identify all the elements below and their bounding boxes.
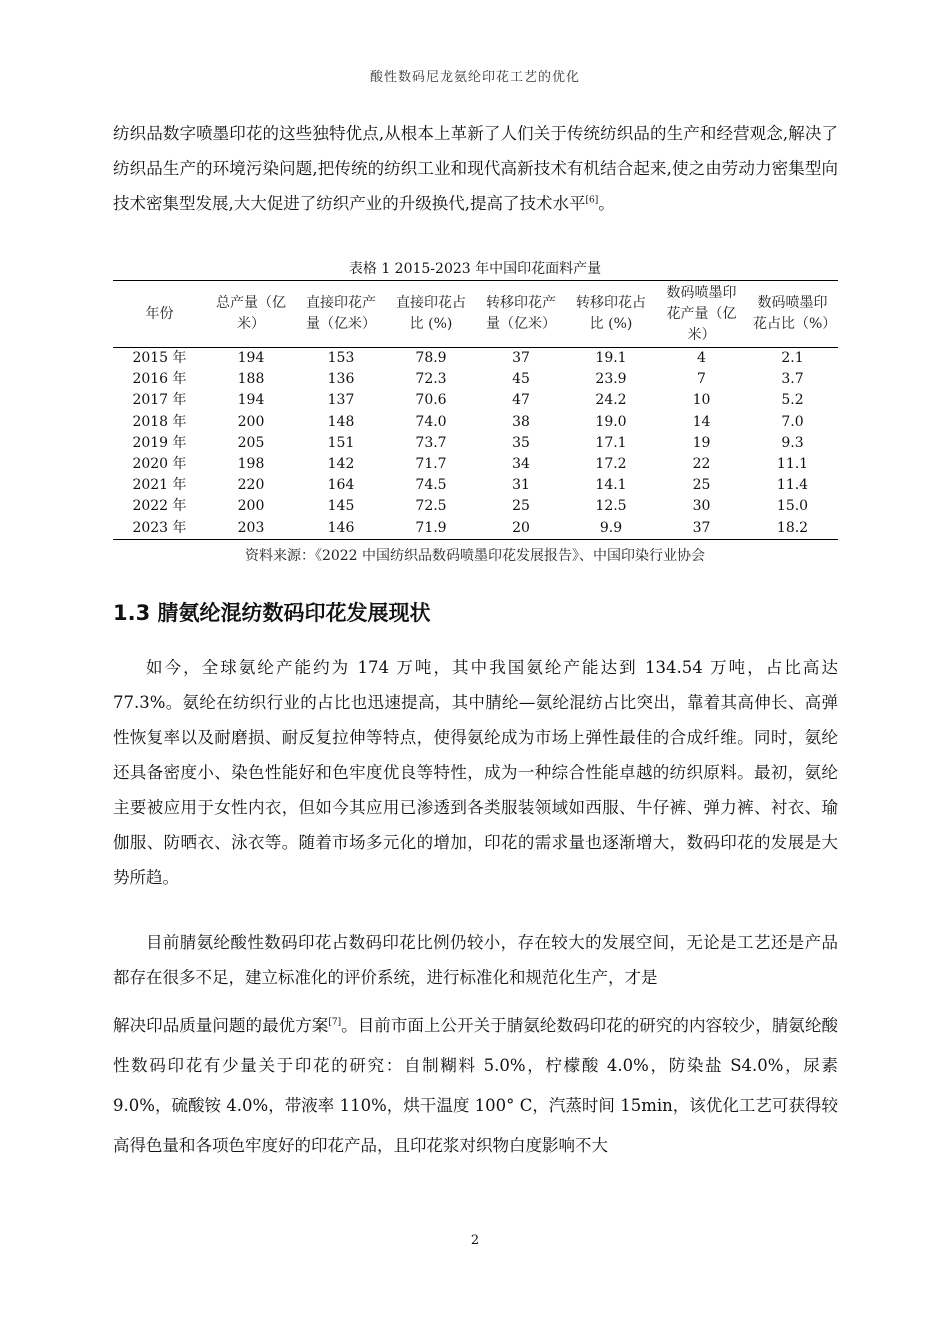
table-cell: 200 [237,413,265,430]
table-cell: 136 [327,371,355,388]
intro-paragraph [113,116,838,221]
table-source: 资料来源：《2022 中国纺织品数码喷墨印花发展报告》、中国印染行业协会 [244,548,706,564]
table-row [113,454,838,475]
table-cell: 15.0 [776,498,809,515]
header-cell: 直接印花产量（亿米） [306,295,376,332]
table-cell: 194 [237,350,265,366]
paragraph-text: 。目前市面上公开关于腈氨纶数码印花的研究的内容较少，腈氨纶酸性数码印花有少量关于印花的研究：自制糊料 5.0%，柠檬酸 4.0%，防染盐 S4.0%，尿素 9.0%，硫酸铵 4.0%，带液率 110%，烘干温度 100° C，汽蒸时间 15min，该优化工艺可获得较高得色量和各项色牢度好的印花产品，且印花浆对织物白度影响不大 [113,1016,839,1155]
table-cell: 38 [512,413,530,430]
table-cell: 137 [327,392,355,409]
table-cell: 153 [327,350,355,366]
page-number: 2 [470,1233,480,1248]
table-cell: 19 [692,434,711,451]
table-cell: 31 [512,477,530,494]
table-cell: 17.1 [595,434,627,451]
header-cell: 总产量（亿米） [216,295,286,332]
table-cell: 2023 年 [132,519,187,536]
table-cell: 9.9 [599,519,623,536]
table-cell: 2016 年 [132,371,187,388]
table-row [113,348,838,370]
table-row [113,390,838,411]
table-cell: 72.5 [415,498,447,515]
table-row [113,369,838,390]
table-cell: 2022 年 [132,498,187,515]
table-cell: 25 [692,477,711,494]
table-cell: 151 [327,434,355,451]
table-cell: 5.2 [781,392,804,409]
table-cell: 70.6 [415,392,447,409]
body-paragraph: 如今，全球氨纶产能约为 174 万吨，其中我国氨纶产能达到 134.54 万吨，占比高达 77.3%。氨纶在纺织行业的占比也迅速提高，其中腈纶—氨纶混纺占比突出，靠着其高伸长、高弹性恢复率以及耐磨损、耐反复拉伸等特点，使得氨纶成为市场上弹性最佳的合成纤维。同时，氨纶还具备密度小、染色性能好和色牢度优良等特性，成为一种综合性能卓越的纺织原料。最初，氨纶主要被应用于女性内衣，但如今其应用已渗透到各类服装领域如西服、牛仔裤、弹力裤、衬衣、瑜伽服、防晒衣、泳衣等。随着市场多元化的增加，印花的需求量也逐渐增大，数码印花的发展是大势所趋。 [113,658,838,887]
header-cell: 数码喷墨印花产量（亿 米） [666,284,737,343]
table-cell: 22 [692,456,711,473]
table-cell: 10 [692,392,711,409]
table-cell: 45 [512,371,530,388]
table-cell: 30 [692,498,711,515]
table-cell: 47 [512,392,530,409]
table-cell: 23.9 [595,371,627,388]
table-cell: 146 [327,519,355,536]
table-cell: 20 [512,519,530,536]
table-row [113,475,838,496]
table-cell: 19.0 [595,413,627,430]
table-cell: 71.9 [415,519,447,536]
table-cell: 11.1 [776,456,809,473]
table-cell: 2.1 [781,350,804,366]
table-cell: 17.2 [595,456,627,473]
table-cell: 198 [237,456,265,473]
table-cell: 7.0 [781,413,804,430]
table-cell: 200 [237,498,265,515]
table-cell: 34 [512,456,530,473]
table-cell: 37 [692,519,711,536]
citation-ref: [6] [585,195,599,206]
paragraph-text: 解决印品质量问题的最优方案 [113,1016,329,1035]
table-cell: 73.7 [415,434,447,451]
table-cell: 11.4 [776,477,809,494]
table-cell: 3.7 [781,371,804,388]
header-cell: 转移印花产量（亿米） [486,295,556,332]
running-header: 酸性数码尼龙氨纶印花工艺的优化 [369,70,580,85]
table-cell: 72.3 [415,371,447,388]
header-cell: 直接印花占比 (%) [396,295,466,332]
table-cell: 9.3 [781,434,804,451]
table-cell: 2021 年 [132,477,187,494]
table-cell: 164 [327,477,355,494]
table-cell: 74.5 [415,477,447,494]
table-caption: 表格 1 2015-2023 年中国印花面料产量 [348,261,602,277]
table-cell: 12.5 [595,498,627,515]
table-cell: 145 [327,498,355,515]
body-paragraph [113,1006,838,1166]
table-cell: 188 [237,371,265,388]
table-cell: 205 [237,434,265,451]
table-cell: 2017 年 [132,392,187,409]
table-cell: 71.7 [415,456,447,473]
table-cell: 74.0 [415,413,447,430]
table-cell: 14.1 [595,477,627,494]
table-row [113,496,838,517]
table-cell: 220 [237,477,265,494]
intro-text: 纺织品数字喷墨印花的这些独特优点,从根本上革新了人们关于传统纺织品的生产和经营观念,解决了纺织品生产的环境污染问题,把传统的纺织工业和现代高新技术有机结合起来,使之由劳动力密集型向技术密集型发展,大大促进了纺织产业的升级换代,提高了技术水平 [113,124,838,213]
table-cell: 24.2 [595,392,627,409]
table-cell: 194 [237,392,265,409]
table-row [113,518,838,540]
table-header-row [113,281,838,348]
table-cell: 35 [512,434,530,451]
intro-end: 。 [598,194,615,213]
table-cell: 4 [697,350,706,366]
table-cell: 2020 年 [132,456,187,473]
production-table [113,280,838,540]
table-cell: 37 [512,350,530,366]
header-cell: 数码喷墨印花占比（%） [753,295,837,332]
table-cell: 14 [692,413,711,430]
table-cell: 142 [327,456,355,473]
table-cell: 203 [237,519,265,536]
table-cell: 148 [327,413,355,430]
table-row [113,412,838,433]
table-cell: 25 [512,498,530,515]
table-cell: 7 [697,371,706,388]
table-row [113,433,838,454]
table-cell: 2019 年 [132,434,187,451]
citation-ref: [7] [328,1017,342,1028]
section-heading: 1.3 腈氨纶混纺数码印花发展现状 [113,601,431,625]
table-cell: 78.9 [415,350,447,366]
header-cell: 年份 [145,305,174,322]
table-cell: 2015 年 [132,350,187,366]
table-cell: 2018 年 [132,413,187,430]
body-paragraph: 目前腈氨纶酸性数码印花占数码印花比例仍较小，存在较大的发展空间，无论是工艺还是产品都存在很多不足，建立标准化的评价系统，进行标准化和规范化生产，才是 [113,933,838,987]
header-cell: 转移印花占比 (%) [576,295,646,332]
table-cell: 19.1 [595,350,627,366]
table-body [113,348,838,540]
table-cell: 18.2 [776,519,809,536]
